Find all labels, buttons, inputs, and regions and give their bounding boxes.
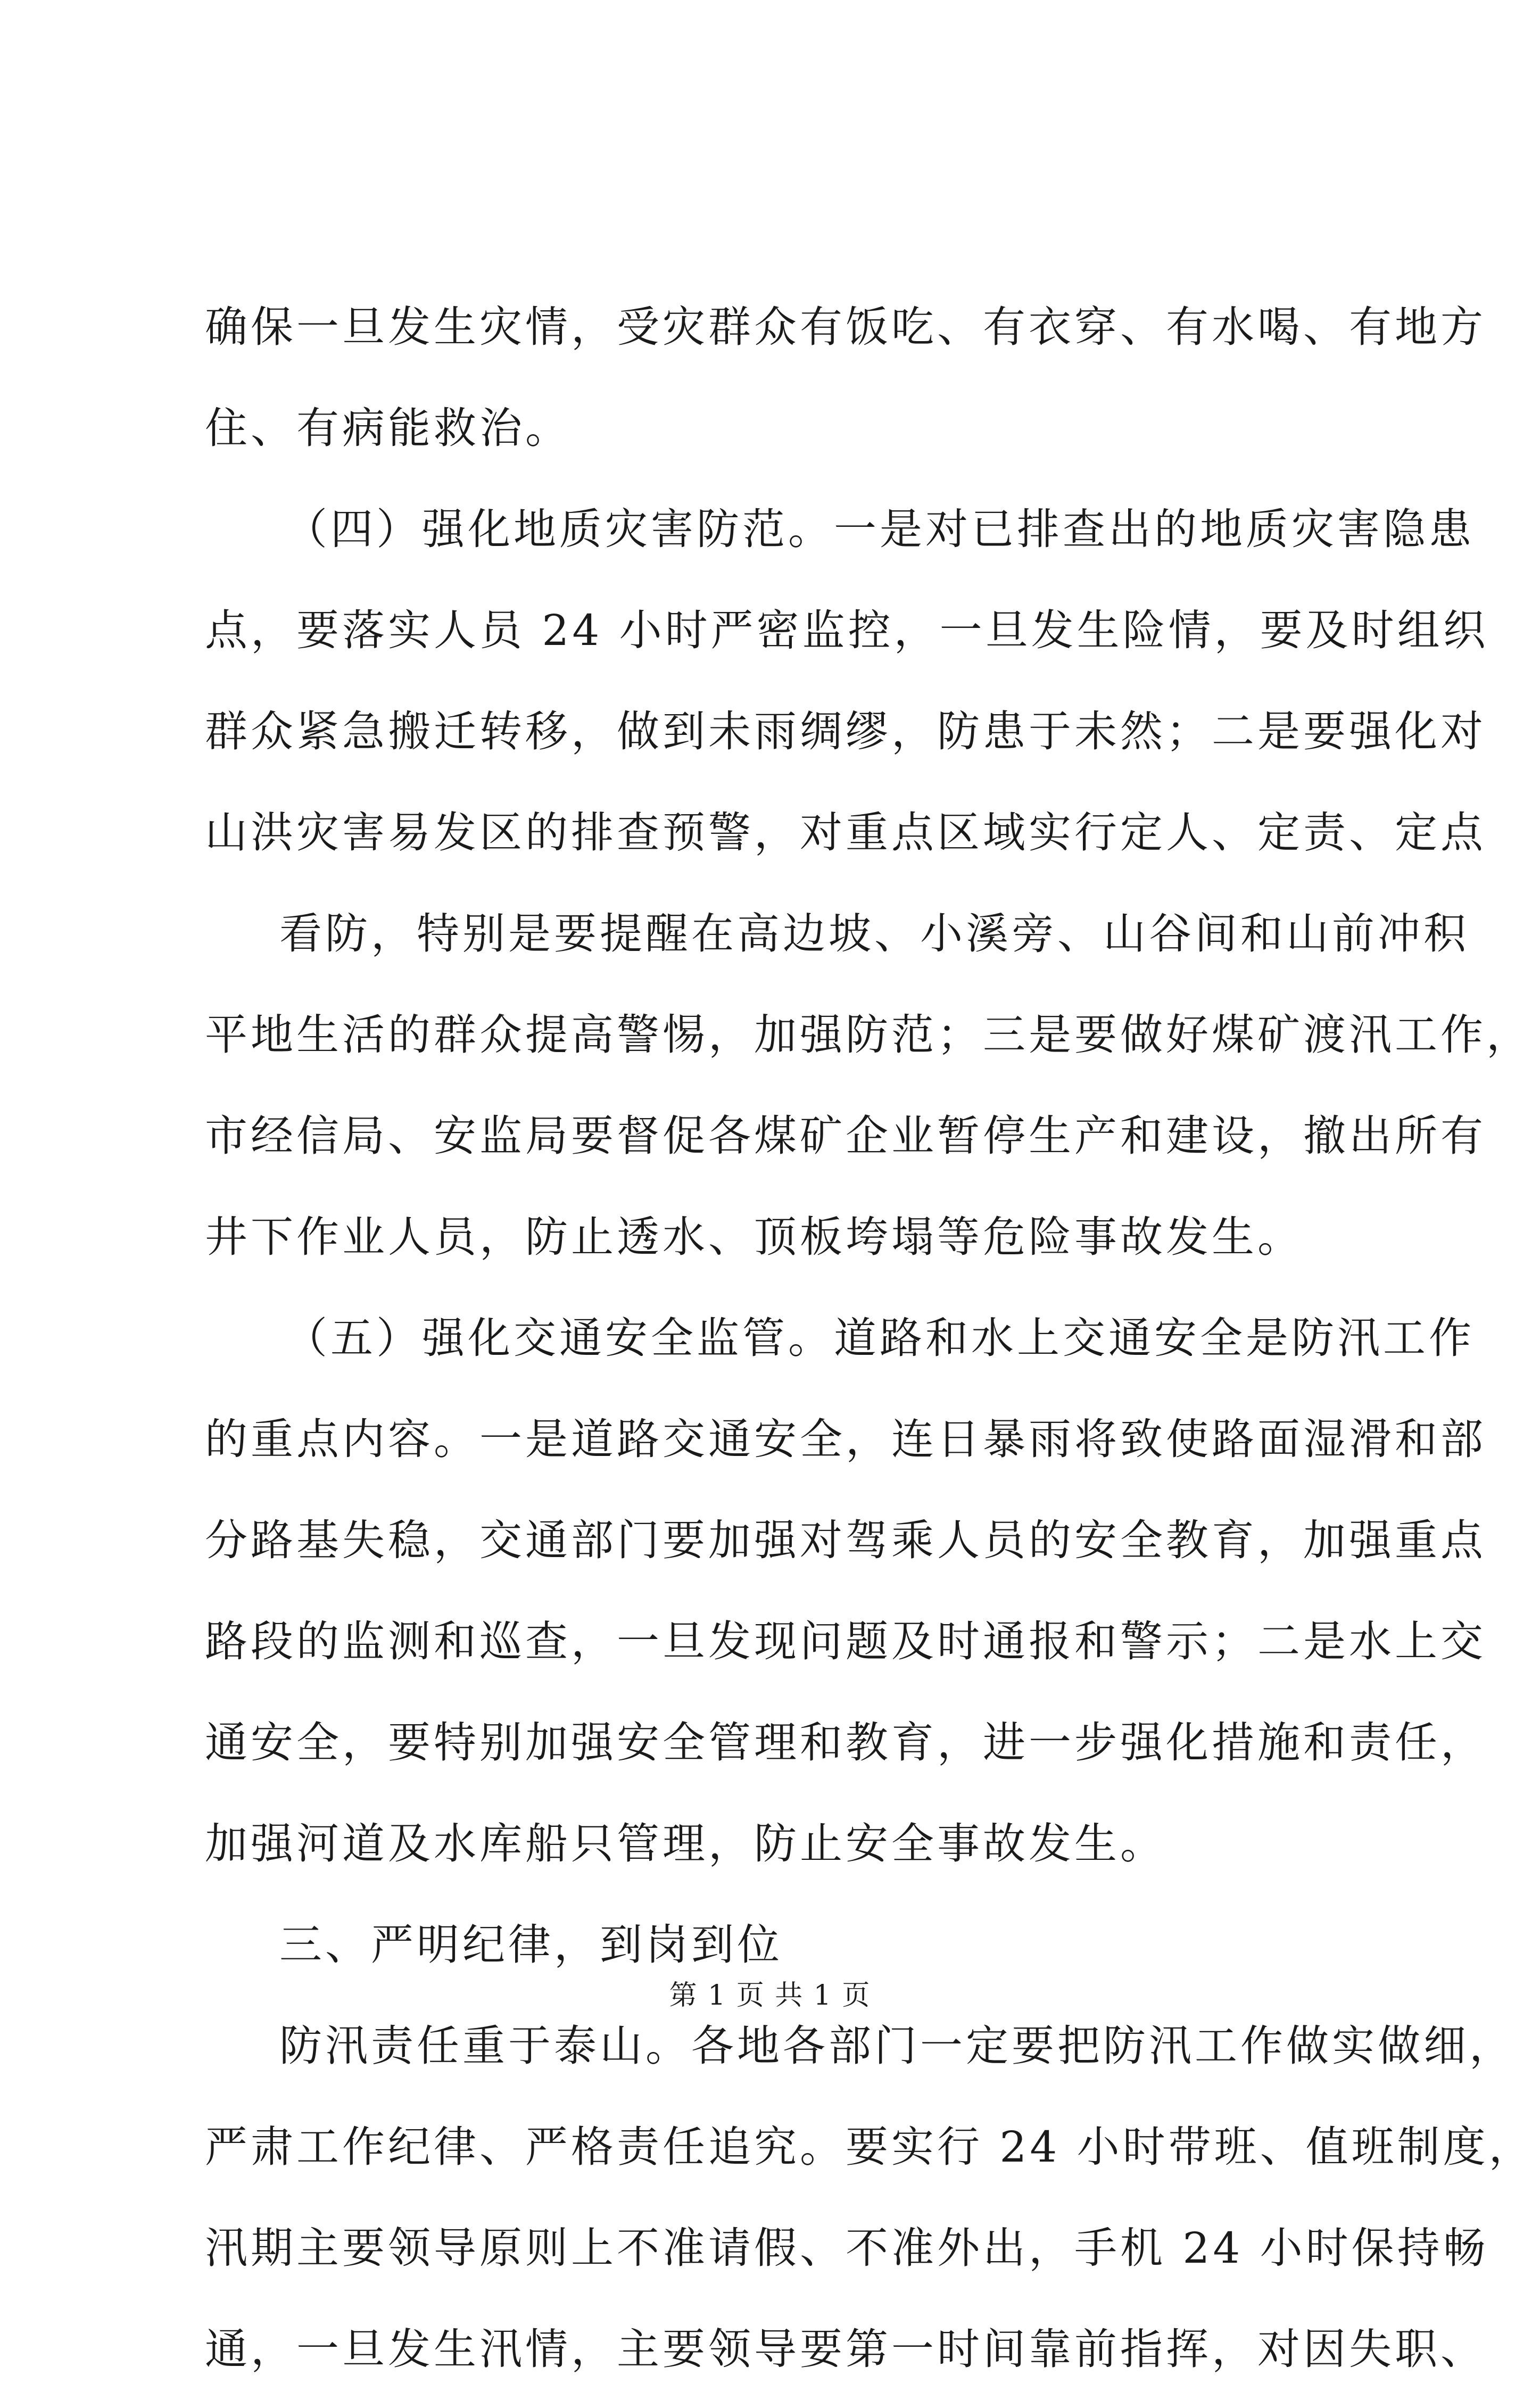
text-line: 住、有病能救治。 xyxy=(205,403,571,453)
text-line: 通，一旦发生汛情，主要领导要第一时间靠前指挥，对因失职、 xyxy=(205,2324,1486,2374)
text-line: 通安全，要特别加强安全管理和教育，进一步强化措施和责任， xyxy=(205,1718,1486,1767)
text-line: 防汛责任重于泰山。各地各部门一定要把防汛工作做实做细， xyxy=(279,2021,1515,2071)
text-line: 分路基失稳，交通部门要加强对驾乘人员的安全教育，加强重点 xyxy=(205,1516,1486,1565)
page-number-footer: 第 1 页 共 1 页 xyxy=(669,1980,871,2012)
text-line: 确保一旦发生灾情，受灾群众有饭吃、有衣穿、有水喝、有地方 xyxy=(205,302,1486,352)
document-body xyxy=(205,277,1535,2400)
text-line: 平地生活的群众提高警惕，加强防范；三是要做好煤矿渡汛工作， xyxy=(205,1010,1532,1060)
section-heading-line: （四）强化地质灾害防范。一是对已排查出的地质灾害隐患 xyxy=(285,504,1475,554)
text-line: 群众紧急搬迁转移，做到未雨绸缪，防患于未然；二是要强化对 xyxy=(205,707,1486,756)
text-line: 严肃工作纪律、严格责任追究。要实行 24 小时带班、值班制度， xyxy=(205,2122,1535,2172)
text-line: 市经信局、安监局要督促各煤矿企业暂停生产和建设，撤出所有 xyxy=(205,1111,1486,1161)
text-line: 山洪灾害易发区的排查预警，对重点区域实行定人、定责、定点 xyxy=(205,808,1486,857)
section-heading-line: （五）强化交通安全监管。道路和水上交通安全是防汛工作 xyxy=(285,1313,1475,1363)
text-line: 加强河道及水库船只管理，防止安全事故发生。 xyxy=(205,1819,1166,1868)
text-line: 井下作业人员，防止透水、顶板垮塌等危险事故发生。 xyxy=(205,1212,1303,1262)
text-line: 看防，特别是要提醒在高边坡、小溪旁、山谷间和山前冲积 xyxy=(279,909,1469,958)
text-line: 点，要落实人员 24 小时严密监控，一旦发生险情，要及时组织 xyxy=(205,606,1489,655)
text-line: 汛期主要领导原则上不准请假、不准外出，手机 24 小时保持畅 xyxy=(205,2223,1489,2273)
section-heading-line: 三、严明纪律，到岗到位 xyxy=(279,1920,783,1969)
text-line: 的重点内容。一是道路交通安全，连日暴雨将致使路面湿滑和部 xyxy=(205,1414,1486,1464)
text-line: 路段的监测和巡查，一旦发现问题及时通报和警示；二是水上交 xyxy=(205,1617,1486,1666)
